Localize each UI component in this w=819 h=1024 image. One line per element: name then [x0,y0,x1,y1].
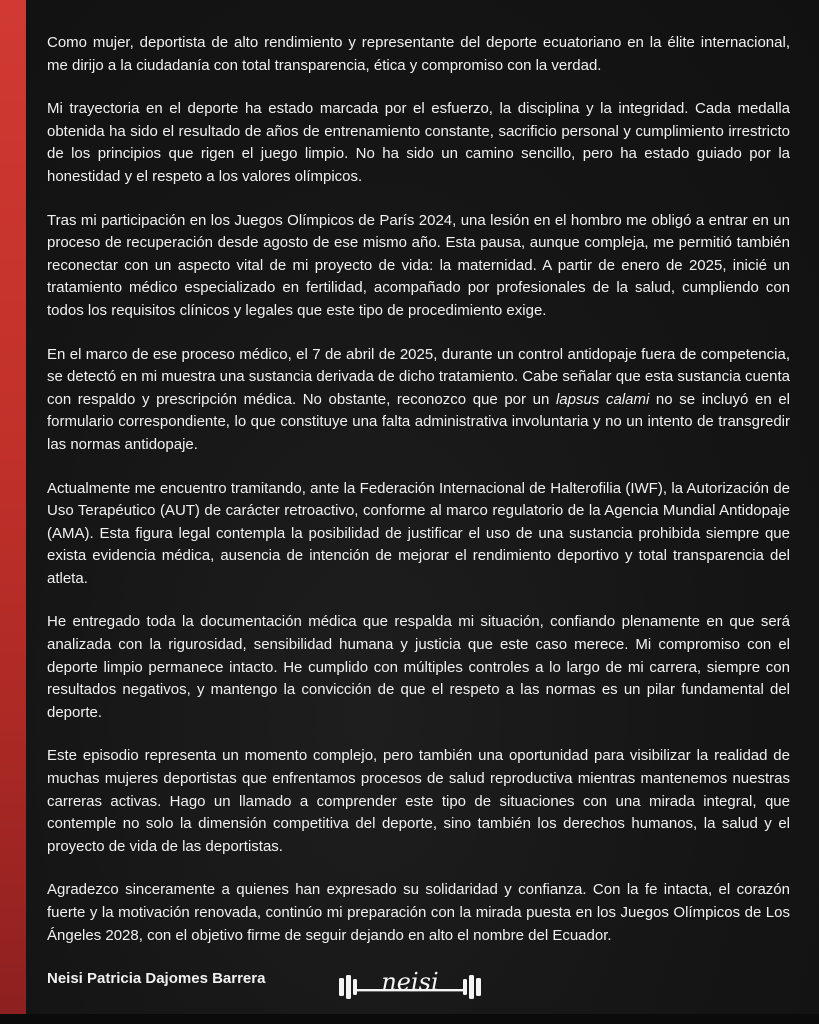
paragraph-1: Como mujer, deportista de alto rendimiento y representante del deporte ecuatoriano en la élite internacional, me dirijo a la ciudadanía con total transparencia, ética y compromiso con la verdad. [47,34,790,74]
paragraph-6: He entregado toda la documentación médica que respalda mi situación, confiando plenamente en que será analizada con la rigurosidad, sensibilidad humana y justicia que este caso merece. Mi compromiso con el deporte limpio permanece intacto. He cumplido con múltiples controles a lo largo de mi carrera, siempre con resultados negativos, y mantengo la convicción de que el respeto a las normas es un pilar fundamental del deporte. [47,613,790,721]
letter-body [47,32,790,1012]
paragraph-2: Mi trayectoria en el deporte ha estado marcada por el esfuerzo, la disciplina y la integridad. Cada medalla obtenida ha sido el resultado de años de entrenamiento constante, sacrificio personal y cumplimiento irrestricto de los principios que rigen el juego limpio. No ha sido un camino sencillo, pero ha estado guiado por la honestidad y el respeto a los valores olímpicos. [47,100,790,185]
paragraph-3: Tras mi participación en los Juegos Olímpicos de París 2024, una lesión en el hombro me obligó a entrar en un proceso de recuperación desde agosto de ese mismo año. Esta pausa, aunque compleja, me permitió también reconectar con un aspecto vital de mi proyecto de vida: la maternidad. A partir de enero de 2025, inicié un tratamiento médico especializado en fertilidad, acompañado por profesionales de la salud, cumpliendo con todos los requisitos clínicos y legales que este tipo de procedimiento exige. [47,211,790,319]
paragraph-4-italic: lapsus calami [555,390,650,408]
barbell-icon [335,965,485,1009]
bottom-strip [0,1014,819,1024]
paragraph-4-before: En el marco de ese proceso médico, el 7 de abril de 2025, durante un control antidopaje fuera de competencia, se detectó en mi muestra una sustancia derivada de dicho tratamiento. Cabe señalar que esta sustancia cuenta con respaldo y prescripción médica. No obstante, reconozco que por un [47,345,790,408]
paragraph-4-after: no se incluyó en el formulario correspondiente, lo que constituye una falta administrativa involuntaria y no un intento de transgredir las normas antidopaje. [47,390,790,453]
paragraph-8: Agradezco sinceramente a quienes han expresado su solidaridad y confianza. Con la fe intacta, el corazón fuerte y la motivación renovada, continúo mi preparación con la mirada puesta en los Juegos Olímpicos de Los Ángeles 2028, con el objetivo firme de seguir dejando en alto el nombre del Ecuador. [47,881,790,944]
paragraph-5: Actualmente me encuentro tramitando, ante la Federación Internacional de Halterofilia (IWF), la Autorización de Uso Terapéutico (AUT) de carácter retroactivo, conforme al marco regulatorio de la Agencia Mundial Antidopaje (AMA). Esta figura legal contempla la posibilidad de justificar el uso de una sustancia prohibida siempre que exista evidencia médica, ausencia de intención de mejorar el rendimiento deportivo y total transparencia del atleta. [47,479,790,587]
logo-text: neisi [381,968,439,996]
neisi-logo [335,965,485,1009]
paragraph-7: Este episodio representa un momento complejo, pero también una oportunidad para visibilizar la realidad de muchas mujeres deportistas que enfrentamos procesos de salud reproductiva mientras mantenemos nuestras carreras activas. Hago un llamado a comprender este tipo de situaciones con una mirada integral, que contemple no solo la dimensión competitiva del deporte, sino también los derechos humanos, la salud y el proyecto de vida de las deportistas. [47,747,790,855]
paragraph-4 [47,344,790,457]
accent-bar [0,0,26,1014]
signature: Neisi Patricia Dajomes Barrera [47,970,266,988]
